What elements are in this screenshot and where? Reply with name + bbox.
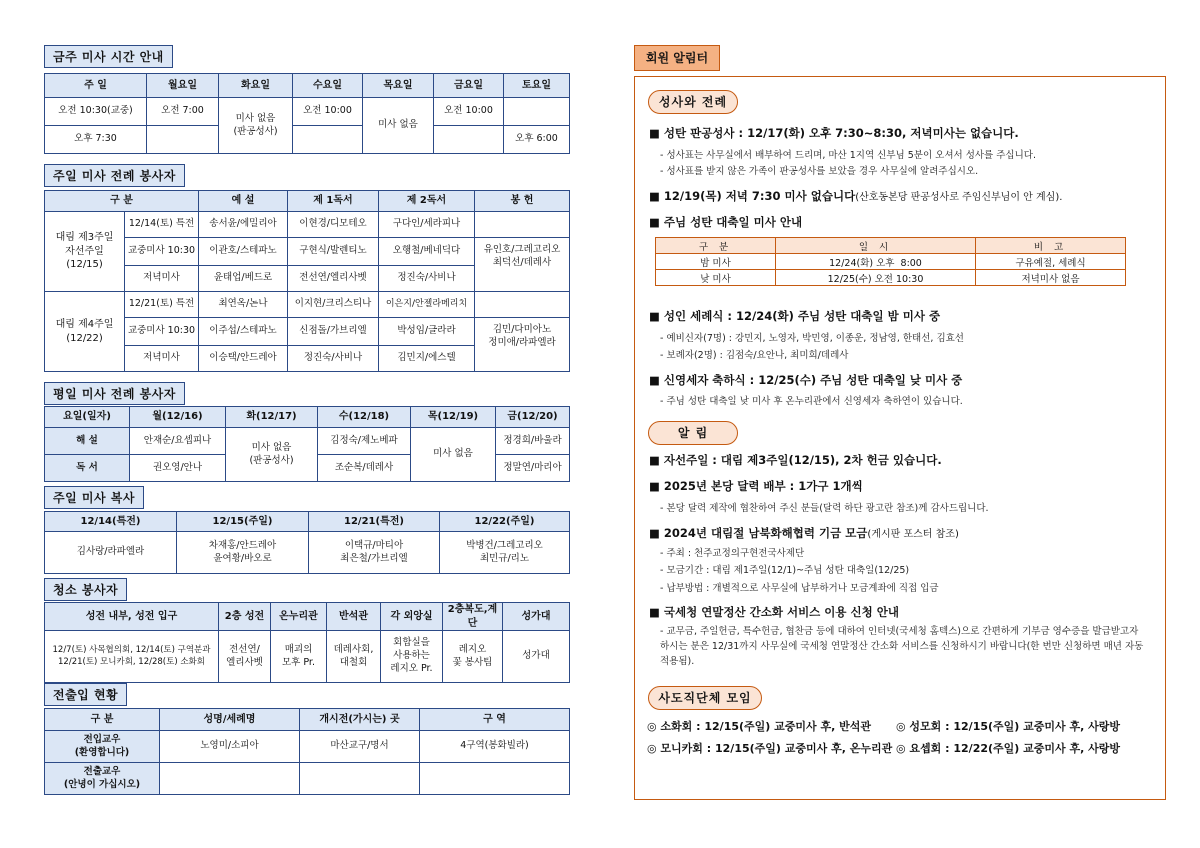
tr-hdr-3: 개시전(가시는) 곳 bbox=[300, 709, 420, 731]
week1-row2-c1: 이관호/스테파노 bbox=[199, 238, 288, 266]
n2-bullet-1: - 본당 달력 제작에 협찬하여 주신 분들(달력 하단 광고란 참조)께 감사드립니다. bbox=[660, 503, 989, 514]
altar-cell-1: 김사랑/라파엘라 bbox=[45, 532, 177, 574]
tr-out-label: 전출교우 (안녕이 가십시오) bbox=[45, 763, 160, 795]
hdr-commentary: 예 설 bbox=[199, 191, 288, 212]
week2-row2-c2: 신점돌/가브리엘 bbox=[288, 318, 379, 346]
wk-row-reading: 독 서 bbox=[45, 455, 130, 482]
tr-hdr-2: 성명/세례명 bbox=[160, 709, 300, 731]
week1-row2-c3: 오행철/베네딕다 bbox=[379, 238, 475, 266]
col-fri: 금요일 bbox=[434, 74, 504, 98]
cm-hdr-3: 비 고 bbox=[976, 238, 1126, 254]
clean-hdr-6: 2층복도,계단 bbox=[443, 603, 503, 631]
tr-hdr-4: 구 역 bbox=[420, 709, 570, 731]
s2-title: ■ 12/19(목) 저녁 7:30 미사 없습니다(산호동본당 판공성사로 주임신부님이 안 계심). bbox=[649, 189, 1063, 203]
week1-row2-c2: 구현식/발렌티노 bbox=[288, 238, 379, 266]
n3-title: ■ 2024년 대림절 남북화해협력 기금 모금(게시판 포스터 참조) bbox=[649, 526, 959, 540]
altar-hdr-1: 12/14(특전) bbox=[45, 512, 177, 532]
wk-fri-2: 정말연/마리아 bbox=[496, 455, 570, 482]
clean-hdr-5: 각 외앙실 bbox=[381, 603, 443, 631]
n3-bullet-2: - 모금기간 : 대림 제1주일(12/1)~주님 성탄 대축일(12/25) bbox=[660, 565, 910, 576]
altar-servers-table bbox=[44, 511, 570, 574]
wk-hdr-thu: 목(12/19) bbox=[411, 407, 496, 428]
wk-hdr-mon: 월(12/16) bbox=[130, 407, 226, 428]
week1-row1-mass: 12/14(토) 특전 bbox=[125, 212, 199, 238]
altar-cell-2: 차재홍/안드레아 윤여황/바오로 bbox=[177, 532, 309, 574]
notice-title: 회원 알림터 bbox=[634, 45, 720, 71]
wk-tue: 미사 없음 (판공성사) bbox=[226, 428, 318, 482]
week2-row1-c1: 최연옥/논나 bbox=[199, 292, 288, 318]
sacrament-label: 성사와 전례 bbox=[648, 90, 738, 114]
week2-label: 대림 제4주일 (12/22) bbox=[45, 292, 125, 372]
week2-row1-mass: 12/21(토) 특전 bbox=[125, 292, 199, 318]
clean-cell-5: 회합실을 사용하는 레지오 Pr. bbox=[381, 631, 443, 683]
tue-mass: 미사 없음 (판공성사) bbox=[219, 98, 293, 154]
news-label: 알 림 bbox=[648, 421, 738, 445]
n1-title: ■ 자선주일 : 대림 제3주일(12/15), 2차 헌금 있습니다. bbox=[649, 453, 942, 467]
cm-r1-c2: 12/24(화) 오후 8:00 bbox=[776, 254, 976, 270]
clean-hdr-3: 온누리관 bbox=[271, 603, 327, 631]
wk-fri-1: 정경희/바울라 bbox=[496, 428, 570, 455]
cm-r1-c1: 밤 미사 bbox=[656, 254, 776, 270]
s1-bullet-1: - 성사표는 사무실에서 배부하여 드리며, 마산 1지역 신부님 5분이 오셔서 성사를 주십니다. bbox=[660, 150, 1036, 161]
n4-title: ■ 국세청 연말정산 간소화 서비스 이용 신청 안내 bbox=[649, 605, 899, 619]
altar-servers-title: 주일 미사 복사 bbox=[44, 486, 144, 509]
cleaning-table bbox=[44, 602, 570, 683]
clean-cell-7: 성가대 bbox=[503, 631, 570, 683]
transfer-table bbox=[44, 708, 570, 795]
week2-row1-c2: 이지현/크리스티나 bbox=[288, 292, 379, 318]
s5-bullet-1: - 주님 성탄 대축일 낮 미사 후 온누리관에서 신영세자 축하연이 있습니다. bbox=[660, 396, 963, 407]
clean-cell-3: 매괴의 모후 Pr. bbox=[271, 631, 327, 683]
wk-hdr-fri: 금(12/20) bbox=[496, 407, 570, 428]
wk-hdr-wed: 수(12/18) bbox=[318, 407, 411, 428]
tr-in-zone: 4구역(봉화빌라) bbox=[420, 731, 570, 763]
altar-hdr-4: 12/22(주일) bbox=[440, 512, 570, 532]
group-monica: ◎ 모니카회 : 12/15(주일) 교중미사 후, 온누리관 bbox=[647, 742, 893, 755]
mon-empty bbox=[147, 126, 219, 154]
christmas-mass-table bbox=[655, 237, 1126, 286]
hdr-reading2: 제 2독서 bbox=[379, 191, 475, 212]
week1-row3-c3: 정진숙/사비나 bbox=[379, 266, 475, 292]
week2-row3-c2: 정진숙/사비나 bbox=[288, 346, 379, 372]
mass-times-table bbox=[44, 73, 570, 154]
s4-bullet-1: - 예비신자(7명) : 강민지, 노영자, 박민영, 이종운, 정남영, 한태선, 김효선 bbox=[660, 333, 964, 344]
sunday-servers-title: 주일 미사 전례 봉사자 bbox=[44, 164, 185, 187]
clean-hdr-4: 반석관 bbox=[327, 603, 381, 631]
sun-mass-1: 오전 10:30(교중) bbox=[45, 98, 147, 126]
s4-title: ■ 성인 세례식 : 12/24(화) 주님 성탄 대축일 밤 미사 중 bbox=[649, 309, 941, 323]
week2-row3-c3: 김민지/에스텔 bbox=[379, 346, 475, 372]
wk-wed-2: 조순복/데레사 bbox=[318, 455, 411, 482]
col-thu: 목요일 bbox=[363, 74, 434, 98]
n3-bullet-1: - 주최 : 천주교정의구현전국사제단 bbox=[660, 548, 805, 559]
s5-title: ■ 신영세자 축하식 : 12/25(수) 주님 성탄 대축일 낮 미사 중 bbox=[649, 373, 963, 387]
altar-cell-4: 박병건/그레고리오 최민규/리노 bbox=[440, 532, 570, 574]
transfer-title: 전출입 현황 bbox=[44, 683, 127, 706]
clean-cell-1: 12/7(토) 사목협의회, 12/14(토) 구역분과 12/21(토) 모니카회, 12/28(토) 소화회 bbox=[45, 631, 219, 683]
week1-row1-c2: 이현경/디모테오 bbox=[288, 212, 379, 238]
week1-label: 대림 제3주일 자선주일 (12/15) bbox=[45, 212, 125, 292]
sat-mass: 오후 6:00 bbox=[504, 126, 570, 154]
hdr-division: 구 분 bbox=[45, 191, 199, 212]
wk-hdr-tue: 화(12/17) bbox=[226, 407, 318, 428]
cm-r2-c2: 12/25(수) 오전 10:30 bbox=[776, 270, 976, 286]
tr-out-zone bbox=[420, 763, 570, 795]
col-tue: 화요일 bbox=[219, 74, 293, 98]
clean-cell-6: 레지오 꽃 봉사팀 bbox=[443, 631, 503, 683]
week1-row1-offer-empty bbox=[475, 212, 570, 238]
wk-mon-1: 안재순/요셉피나 bbox=[130, 428, 226, 455]
tr-in-place: 마산교구/명서 bbox=[300, 731, 420, 763]
sun-mass-2: 오후 7:30 bbox=[45, 126, 147, 154]
fri-empty bbox=[434, 126, 504, 154]
clean-hdr-1: 성전 내부, 성전 입구 bbox=[45, 603, 219, 631]
week1-row3-c1: 윤태업/베드로 bbox=[199, 266, 288, 292]
col-sun: 주 일 bbox=[45, 74, 147, 98]
altar-cell-3: 이택규/마티아 최은철/가브리엘 bbox=[309, 532, 440, 574]
week2-row2-c3: 박성임/글라라 bbox=[379, 318, 475, 346]
cleaning-title: 청소 봉사자 bbox=[44, 578, 127, 601]
group-seongmo: ◎ 성모회 : 12/15(주일) 교중미사 후, 사랑방 bbox=[896, 720, 1120, 733]
tr-out-place bbox=[300, 763, 420, 795]
n3-bullet-3: - 납부방법 : 개별적으로 사무실에 납부하거나 모금계좌에 직접 입금 bbox=[660, 583, 939, 594]
wk-thu: 미사 없음 bbox=[411, 428, 496, 482]
week2-row2-mass: 교중미사 10:30 bbox=[125, 318, 199, 346]
cm-r2-c3: 저녁미사 없음 bbox=[976, 270, 1126, 286]
hdr-reading1: 제 1독서 bbox=[288, 191, 379, 212]
clean-hdr-7: 성가대 bbox=[503, 603, 570, 631]
n2-title: ■ 2025년 본당 달력 배부 : 1가구 1개씩 bbox=[649, 479, 863, 493]
n4-bullet-1: - 교무금, 주일헌금, 특수헌금, 협찬금 등에 대하여 인터넷(국세청 홈텍스)으로 간편하게 기부금 영수증을 발급받고자 하시는 분은 12/31까지 사무실에 국세청 연말정산 간소화 서비스를 신청하시기 바랍니다(한 번만 신청하면 매년 자동 적용됨). bbox=[660, 626, 1144, 668]
col-wed: 수요일 bbox=[293, 74, 363, 98]
cm-hdr-1: 구 분 bbox=[656, 238, 776, 254]
wed-mass: 오전 10:00 bbox=[293, 98, 363, 126]
mon-mass: 오전 7:00 bbox=[147, 98, 219, 126]
groups-label: 사도직단체 모임 bbox=[648, 686, 762, 710]
wk-wed-1: 김정숙/제노베파 bbox=[318, 428, 411, 455]
mass-times-title: 금주 미사 시간 안내 bbox=[44, 45, 173, 68]
clean-hdr-2: 2층 성전 bbox=[219, 603, 271, 631]
tr-out-name bbox=[160, 763, 300, 795]
altar-hdr-3: 12/21(특전) bbox=[309, 512, 440, 532]
clean-cell-2: 전선연/ 엘리사벳 bbox=[219, 631, 271, 683]
week2-row3-c1: 이승택/안드레아 bbox=[199, 346, 288, 372]
group-joseph: ◎ 요셉회 : 12/22(주일) 교중미사 후, 사랑방 bbox=[896, 742, 1120, 755]
week2-row1-offer-empty bbox=[475, 292, 570, 318]
col-mon: 월요일 bbox=[147, 74, 219, 98]
s3-title: ■ 주님 성탄 대축일 미사 안내 bbox=[649, 215, 803, 229]
cm-hdr-2: 일 시 bbox=[776, 238, 976, 254]
sunday-servers-table bbox=[44, 190, 570, 372]
thu-mass: 미사 없음 bbox=[363, 98, 434, 154]
col-sat: 토요일 bbox=[504, 74, 570, 98]
week1-row1-c3: 구다인/세라피나 bbox=[379, 212, 475, 238]
week1-row1-c1: 송서윤/에밀리아 bbox=[199, 212, 288, 238]
fri-mass: 오전 10:00 bbox=[434, 98, 504, 126]
wk-hdr-day: 요일(일자) bbox=[45, 407, 130, 428]
tr-hdr-1: 구 분 bbox=[45, 709, 160, 731]
clean-cell-4: 데레사회, 대철회 bbox=[327, 631, 381, 683]
wk-mon-2: 권오영/안나 bbox=[130, 455, 226, 482]
wk-row-commentary: 해 설 bbox=[45, 428, 130, 455]
week2-row2-c1: 이주섭/스테파노 bbox=[199, 318, 288, 346]
weekday-servers-title: 평일 미사 전례 봉사자 bbox=[44, 382, 185, 405]
week1-row3-mass: 저녁미사 bbox=[125, 266, 199, 292]
week2-row1-c3: 이은지/안젤라메리치 bbox=[379, 292, 475, 318]
s1-bullet-2: - 성사표를 받지 않은 가족이 판공성사를 보았을 경우 사무실에 알려주십시오. bbox=[660, 166, 979, 177]
s1-title: ■ 성탄 판공성사 : 12/17(화) 오후 7:30~8:30, 저녁미사는 없습니다. bbox=[649, 126, 1019, 140]
week2-row3-mass: 저녁미사 bbox=[125, 346, 199, 372]
week1-offertory: 유인호/그레고리오 최덕선/데레사 bbox=[475, 238, 570, 292]
hdr-offertory: 봉 헌 bbox=[475, 191, 570, 212]
cm-r2-c1: 낮 미사 bbox=[656, 270, 776, 286]
tr-in-name: 노영미/소피아 bbox=[160, 731, 300, 763]
wed-empty bbox=[293, 126, 363, 154]
group-sohwa: ◎ 소화회 : 12/15(주일) 교중미사 후, 반석관 bbox=[647, 720, 871, 733]
altar-hdr-2: 12/15(주일) bbox=[177, 512, 309, 532]
week2-offertory: 김민/다미아노 정미애/라파엘라 bbox=[475, 318, 570, 372]
tr-in-label: 전입교우 (환영합니다) bbox=[45, 731, 160, 763]
weekday-servers-table bbox=[44, 406, 570, 482]
cm-r1-c3: 구유예절, 세례식 bbox=[976, 254, 1126, 270]
week1-row3-c2: 전선연/엘리사벳 bbox=[288, 266, 379, 292]
week1-row2-mass: 교중미사 10:30 bbox=[125, 238, 199, 266]
s4-bullet-2: - 보례자(2명) : 김점숙/요안나, 최미희/데레사 bbox=[660, 350, 849, 361]
sat-empty bbox=[504, 98, 570, 126]
